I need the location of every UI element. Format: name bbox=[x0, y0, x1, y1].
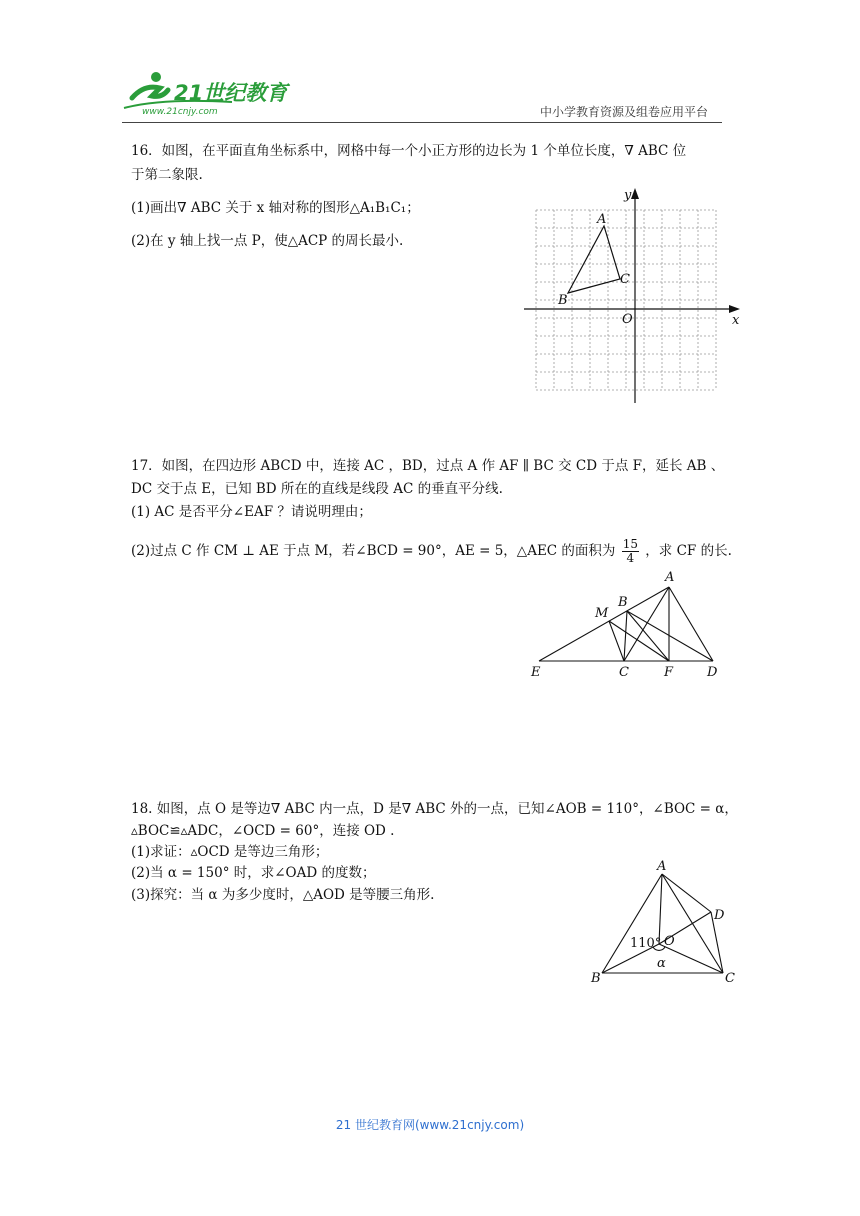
q17-figure bbox=[525, 566, 730, 684]
q18-part1: (1)求证：▵OCD 是等边三角形； bbox=[131, 844, 329, 860]
label-F: F bbox=[664, 665, 674, 680]
label-x: x bbox=[732, 313, 740, 328]
label-M: M bbox=[595, 606, 609, 621]
label-C: C bbox=[620, 272, 630, 287]
label-D: D bbox=[714, 908, 725, 923]
q18-line2: ▵BOC≌▵ADC，∠OCD = 60°，连接 OD . bbox=[131, 823, 395, 839]
q17-line2: DC 交于点 E，已知 BD 所在的直线是线段 AC 的垂直平分线. bbox=[131, 481, 503, 497]
label-O: O bbox=[622, 312, 633, 327]
q18-part2: (2)当 α = 150° 时，求∠OAD 的度数； bbox=[131, 865, 376, 881]
q16-figure bbox=[520, 182, 745, 407]
label-A: A bbox=[657, 859, 667, 874]
platform-name: 中小学教育资源及组卷应用平台 bbox=[540, 105, 709, 119]
q16-part1: (1)画出∇ ABC 关于 x 轴对称的图形△A₁B₁C₁； bbox=[131, 200, 420, 216]
angle-110-label: 110° bbox=[630, 936, 662, 951]
q17-part2-text: (2)过点 C 作 CM ⊥ AE 于点 M，若∠BCD = 90°，AE = 5，△AEC 的面积为 bbox=[131, 543, 616, 559]
logo-text: 21世纪教育 bbox=[174, 81, 288, 105]
q16-part2: (2)在 y 轴上找一点 P，使△ACP 的周长最小. bbox=[131, 233, 404, 249]
q17-line1: 17．如图，在四边形 ABCD 中，连接 AC ，BD，过点 A 作 AF ∥ BC 交 CD 于点 F，延长 AB 、 bbox=[131, 458, 725, 474]
label-C: C bbox=[725, 971, 735, 986]
site-logo bbox=[122, 68, 302, 118]
label-O: O bbox=[664, 934, 675, 949]
q17-part2-end: ，求 CF 的长. bbox=[645, 543, 732, 559]
label-B: B bbox=[591, 971, 601, 986]
alpha-label: α bbox=[657, 956, 666, 971]
q17-part2 bbox=[131, 538, 732, 565]
triangle-abc bbox=[568, 226, 620, 293]
header-divider bbox=[122, 122, 722, 123]
q18-figure bbox=[585, 852, 750, 987]
q18-part3: (3)探究：当 α 为多少度时，△AOD 是等腰三角形. bbox=[131, 887, 435, 903]
label-B: B bbox=[558, 293, 568, 308]
frac-den: 4 bbox=[626, 551, 635, 565]
q17-fraction bbox=[622, 538, 639, 565]
label-A: A bbox=[597, 212, 607, 227]
footer-link[interactable]: 21 世纪教育网(www.21cnjy.com) bbox=[335, 1118, 525, 1132]
frac-num: 15 bbox=[622, 537, 638, 551]
q16-line1: 16．如图，在平面直角坐标系中，网格中每一个小正方形的边长为 1 个单位长度，∇ ABC 位 bbox=[131, 143, 687, 159]
q16-line2: 于第二象限. bbox=[131, 167, 203, 183]
label-y: y bbox=[624, 188, 632, 203]
q18-line1: 18. 如图，点 O 是等边∇ ABC 内一点，D 是∇ ABC 外的一点，已知∠AOB = 110°，∠BOC = α， bbox=[131, 801, 738, 817]
label-C: C bbox=[619, 665, 629, 680]
logo-url: www.21cnjy.com bbox=[142, 107, 218, 117]
label-D: D bbox=[707, 665, 718, 680]
label-B: B bbox=[618, 595, 628, 610]
label-A: A bbox=[665, 570, 675, 585]
label-E: E bbox=[531, 665, 541, 680]
q17-part1: (1) AC 是否平分∠EAF ？请说明理由； bbox=[131, 504, 372, 520]
